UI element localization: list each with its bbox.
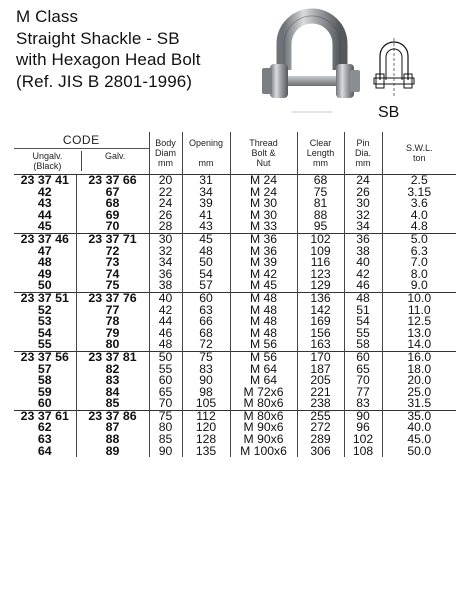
swl-header: S.W.L. ton (382, 132, 456, 175)
thread-size: M 48 (230, 305, 297, 317)
clear-length: 116 (297, 257, 344, 269)
ungalv-code: 58 (37, 373, 52, 388)
thread-size: M 100x6 (230, 446, 297, 458)
table-row (14, 410, 456, 422)
galv-code: 23 37 71 (76, 233, 149, 245)
swl-value: 4.8 (382, 221, 456, 233)
swl-value: 4.0 (382, 210, 456, 222)
pin-diameter: 34 (344, 221, 382, 233)
table-row (14, 316, 456, 328)
opening: 60 (182, 292, 230, 304)
swl-value: 10.0 (382, 292, 456, 304)
ungalv-code: 23 37 61 (14, 410, 76, 422)
pin-diameter: 70 (344, 375, 382, 387)
galv-code: 88 (76, 434, 149, 446)
opening: 105 (182, 398, 230, 410)
body-diameter: 90 (149, 446, 182, 458)
swl-value: 5.0 (382, 233, 456, 245)
pin-diameter: 54 (344, 316, 382, 328)
pin-diameter: 58 (344, 339, 382, 351)
opening: 50 (182, 257, 230, 269)
body-diameter: 38 (149, 280, 182, 292)
body-diameter: 20 (149, 175, 182, 187)
code-header (14, 132, 149, 175)
ungalv-code: 59 (37, 384, 52, 399)
swl-value: 18.0 (382, 364, 456, 376)
opening: 120 (182, 422, 230, 434)
ungalv-code: 23 37 46 (14, 233, 76, 245)
table-row (14, 292, 456, 304)
title-line-2: Straight Shackle - SB (16, 28, 180, 48)
opening: 90 (182, 375, 230, 387)
table-row (14, 257, 456, 269)
clear-length: 289 (297, 434, 344, 446)
galv-code: 74 (76, 269, 149, 281)
table-header (14, 132, 456, 175)
ungalv-code: 48 (37, 255, 52, 270)
opening: 34 (182, 187, 230, 199)
swl-value: 9.0 (382, 280, 456, 292)
table-row (14, 328, 456, 340)
opening-header: Opening mm (182, 132, 230, 175)
swl-value: 14.0 (382, 339, 456, 351)
spec-table (14, 132, 456, 457)
clear-length: 187 (297, 364, 344, 376)
swl-value: 45.0 (382, 434, 456, 446)
pin-diameter: 30 (344, 198, 382, 210)
galv-code: 84 (76, 387, 149, 399)
spec-body (14, 175, 456, 458)
clear-length: 75 (297, 187, 344, 199)
pin-diameter: 46 (344, 280, 382, 292)
galv-code: 77 (76, 305, 149, 317)
ungalv-code: 23 37 41 (14, 175, 76, 187)
clear-length: 163 (297, 339, 344, 351)
opening: 135 (182, 446, 230, 458)
thread-size: M 80x6 (230, 398, 297, 410)
swl-value: 3.6 (382, 198, 456, 210)
table-row (14, 364, 456, 376)
title-line-1: M Class (16, 7, 79, 26)
opening: 45 (182, 233, 230, 245)
opening: 98 (182, 387, 230, 399)
galv-code: 68 (76, 198, 149, 210)
ungalv-code: 43 (37, 196, 52, 211)
opening: 31 (182, 175, 230, 187)
thread-size: M 30 (230, 198, 297, 210)
table-row (14, 269, 456, 281)
body-diameter: 42 (149, 305, 182, 317)
swl-value: 20.0 (382, 375, 456, 387)
swl-value: 25.0 (382, 387, 456, 399)
galv-code: 73 (76, 257, 149, 269)
table-row (14, 446, 456, 458)
opening: 39 (182, 198, 230, 210)
clear-length: 123 (297, 269, 344, 281)
code-label: CODE (62, 133, 100, 147)
body-diameter: 28 (149, 221, 182, 233)
table-row (14, 305, 456, 317)
opening: 63 (182, 305, 230, 317)
thread-size: M 56 (230, 339, 297, 351)
clear-length: 255 (297, 410, 344, 422)
opening: 48 (182, 246, 230, 258)
ungalv-code: 50 (37, 278, 52, 293)
galv-code: 83 (76, 375, 149, 387)
table-row (14, 221, 456, 233)
opening: 66 (182, 316, 230, 328)
ungalv-code: 62 (37, 420, 52, 435)
galv-code: 78 (76, 316, 149, 328)
clear-header: Clear Length mm (297, 132, 344, 175)
swl-value: 11.0 (382, 305, 456, 317)
pin-diameter: 40 (344, 257, 382, 269)
thread-size: M 48 (230, 292, 297, 304)
shackle-photo (262, 8, 362, 124)
thread-size: M 72x6 (230, 387, 297, 399)
table-row (14, 198, 456, 210)
clear-length: 109 (297, 246, 344, 258)
galv-code: 23 37 86 (76, 410, 149, 422)
opening: 41 (182, 210, 230, 222)
galv-code: 89 (76, 446, 149, 458)
galv-code: 23 37 66 (76, 175, 149, 187)
thread-size: M 36 (230, 233, 297, 245)
body-diameter: 24 (149, 198, 182, 210)
body-diameter: 40 (149, 292, 182, 304)
galv-code: 69 (76, 210, 149, 222)
opening: 83 (182, 364, 230, 376)
pin-diameter: 83 (344, 398, 382, 410)
clear-length: 142 (297, 305, 344, 317)
body-diameter: 44 (149, 316, 182, 328)
thread-size: M 39 (230, 257, 297, 269)
clear-length: 102 (297, 233, 344, 245)
pin-diameter: 102 (344, 434, 382, 446)
table-row (14, 339, 456, 351)
opening: 57 (182, 280, 230, 292)
pin-diameter: 36 (344, 233, 382, 245)
ungalv-code: 44 (37, 207, 52, 222)
pin-diameter: 48 (344, 292, 382, 304)
swl-value: 2.5 (382, 175, 456, 187)
clear-length: 205 (297, 375, 344, 387)
ungalv-code: 63 (37, 432, 52, 447)
thread-size: M 80x6 (230, 410, 297, 422)
body-diameter: 34 (149, 257, 182, 269)
pin-diameter: 60 (344, 351, 382, 363)
body-diameter: 85 (149, 434, 182, 446)
pin-diameter: 96 (344, 422, 382, 434)
thread-size: M 48 (230, 316, 297, 328)
galv-code: 70 (76, 221, 149, 233)
clear-length: 170 (297, 351, 344, 363)
table-row (14, 398, 456, 410)
galv-code: 72 (76, 246, 149, 258)
table-row (14, 187, 456, 199)
galv-code: 75 (76, 280, 149, 292)
body-diameter: 48 (149, 339, 182, 351)
swl-value: 31.5 (382, 398, 456, 410)
clear-length: 306 (297, 446, 344, 458)
table-row (14, 175, 456, 187)
body-header: Body Diam mm (149, 132, 182, 175)
galv-code: 82 (76, 364, 149, 376)
opening: 43 (182, 221, 230, 233)
ungalv-code: 64 (37, 443, 52, 458)
swl-value: 8.0 (382, 269, 456, 281)
clear-length: 238 (297, 398, 344, 410)
galv-code: 23 37 81 (76, 351, 149, 363)
table-row (14, 351, 456, 363)
pin-diameter: 42 (344, 269, 382, 281)
body-diameter: 50 (149, 351, 182, 363)
pin-header: Pin Dia. mm (344, 132, 382, 175)
ungalv-code: 60 (37, 396, 52, 411)
body-diameter: 36 (149, 269, 182, 281)
swl-value: 40.0 (382, 422, 456, 434)
title-line-4: (Ref. JIS B 2801-1996) (16, 71, 193, 91)
title-line-3: with Hexagon Head Bolt (16, 50, 201, 69)
galv-code: 23 37 76 (76, 292, 149, 304)
thread-size: M 90x6 (230, 422, 297, 434)
swl-value: 35.0 (382, 410, 456, 422)
ungalv-code: 54 (37, 325, 52, 340)
swl-value: 12.5 (382, 316, 456, 328)
table-row (14, 280, 456, 292)
body-diameter: 26 (149, 210, 182, 222)
swl-value: 16.0 (382, 351, 456, 363)
clear-length: 221 (297, 387, 344, 399)
table-row (14, 210, 456, 222)
thread-header: Thread Bolt & Nut (230, 132, 297, 175)
galv-code: 85 (76, 398, 149, 410)
table-row (14, 387, 456, 399)
body-diameter: 60 (149, 375, 182, 387)
thread-size: M 30 (230, 210, 297, 222)
ungalv-code: 45 (37, 219, 52, 234)
pin-diameter: 55 (344, 328, 382, 340)
galv-code: 67 (76, 187, 149, 199)
body-diameter: 32 (149, 246, 182, 258)
opening: 54 (182, 269, 230, 281)
swl-value: 50.0 (382, 446, 456, 458)
pin-diameter: 32 (344, 210, 382, 222)
thread-size: M 64 (230, 364, 297, 376)
clear-length: 272 (297, 422, 344, 434)
body-diameter: 46 (149, 328, 182, 340)
swl-value: 13.0 (382, 328, 456, 340)
ungalv-code: 57 (37, 361, 52, 376)
clear-length: 156 (297, 328, 344, 340)
pin-diameter: 90 (344, 410, 382, 422)
body-diameter: 80 (149, 422, 182, 434)
clear-length: 68 (297, 175, 344, 187)
thread-size: M 36 (230, 246, 297, 258)
opening: 75 (182, 351, 230, 363)
ungalv-code: 23 37 51 (14, 292, 76, 304)
thread-size: M 24 (230, 187, 297, 199)
galv-header: Galv. (81, 151, 149, 171)
thread-size: M 56 (230, 351, 297, 363)
body-diameter: 75 (149, 410, 182, 422)
swl-value: 6.3 (382, 246, 456, 258)
thread-size: M 45 (230, 280, 297, 292)
table-row (14, 422, 456, 434)
body-diameter: 22 (149, 187, 182, 199)
ungalv-code: 53 (37, 314, 52, 329)
clear-length: 88 (297, 210, 344, 222)
opening: 72 (182, 339, 230, 351)
thread-size: M 64 (230, 375, 297, 387)
galv-code: 79 (76, 328, 149, 340)
ungalv-code: 49 (37, 266, 52, 281)
table-row (14, 233, 456, 245)
clear-length: 129 (297, 280, 344, 292)
pin-diameter: 24 (344, 175, 382, 187)
opening: 68 (182, 328, 230, 340)
table-row (14, 375, 456, 387)
ungalv-header: Ungalv. (Black) (32, 151, 63, 171)
pin-diameter: 108 (344, 446, 382, 458)
ungalv-code: 23 37 56 (14, 351, 76, 363)
ungalv-code: 47 (37, 243, 52, 258)
body-diameter: 30 (149, 233, 182, 245)
clear-length: 169 (297, 316, 344, 328)
pin-diameter: 65 (344, 364, 382, 376)
pin-diameter: 51 (344, 305, 382, 317)
thread-size: M 42 (230, 269, 297, 281)
thread-size: M 48 (230, 328, 297, 340)
galv-code: 80 (76, 339, 149, 351)
product-title (16, 6, 266, 92)
pin-diameter: 38 (344, 246, 382, 258)
body-diameter: 65 (149, 387, 182, 399)
table-row (14, 434, 456, 446)
table-row (14, 246, 456, 258)
clear-length: 136 (297, 292, 344, 304)
galv-code: 87 (76, 422, 149, 434)
pin-diameter: 77 (344, 387, 382, 399)
ungalv-code: 52 (37, 302, 52, 317)
ungalv-code: 42 (37, 184, 52, 199)
opening: 128 (182, 434, 230, 446)
body-diameter: 70 (149, 398, 182, 410)
opening: 112 (182, 410, 230, 422)
shackle-diagram-icon (372, 36, 416, 98)
thread-size: M 33 (230, 221, 297, 233)
clear-length: 81 (297, 198, 344, 210)
clear-length: 95 (297, 221, 344, 233)
thread-size: M 90x6 (230, 434, 297, 446)
type-label: SB (378, 104, 400, 121)
thread-size: M 24 (230, 175, 297, 187)
swl-value: 7.0 (382, 257, 456, 269)
pin-diameter: 26 (344, 187, 382, 199)
body-diameter: 55 (149, 364, 182, 376)
ungalv-code: 55 (37, 337, 52, 352)
swl-value: 3.15 (382, 187, 456, 199)
